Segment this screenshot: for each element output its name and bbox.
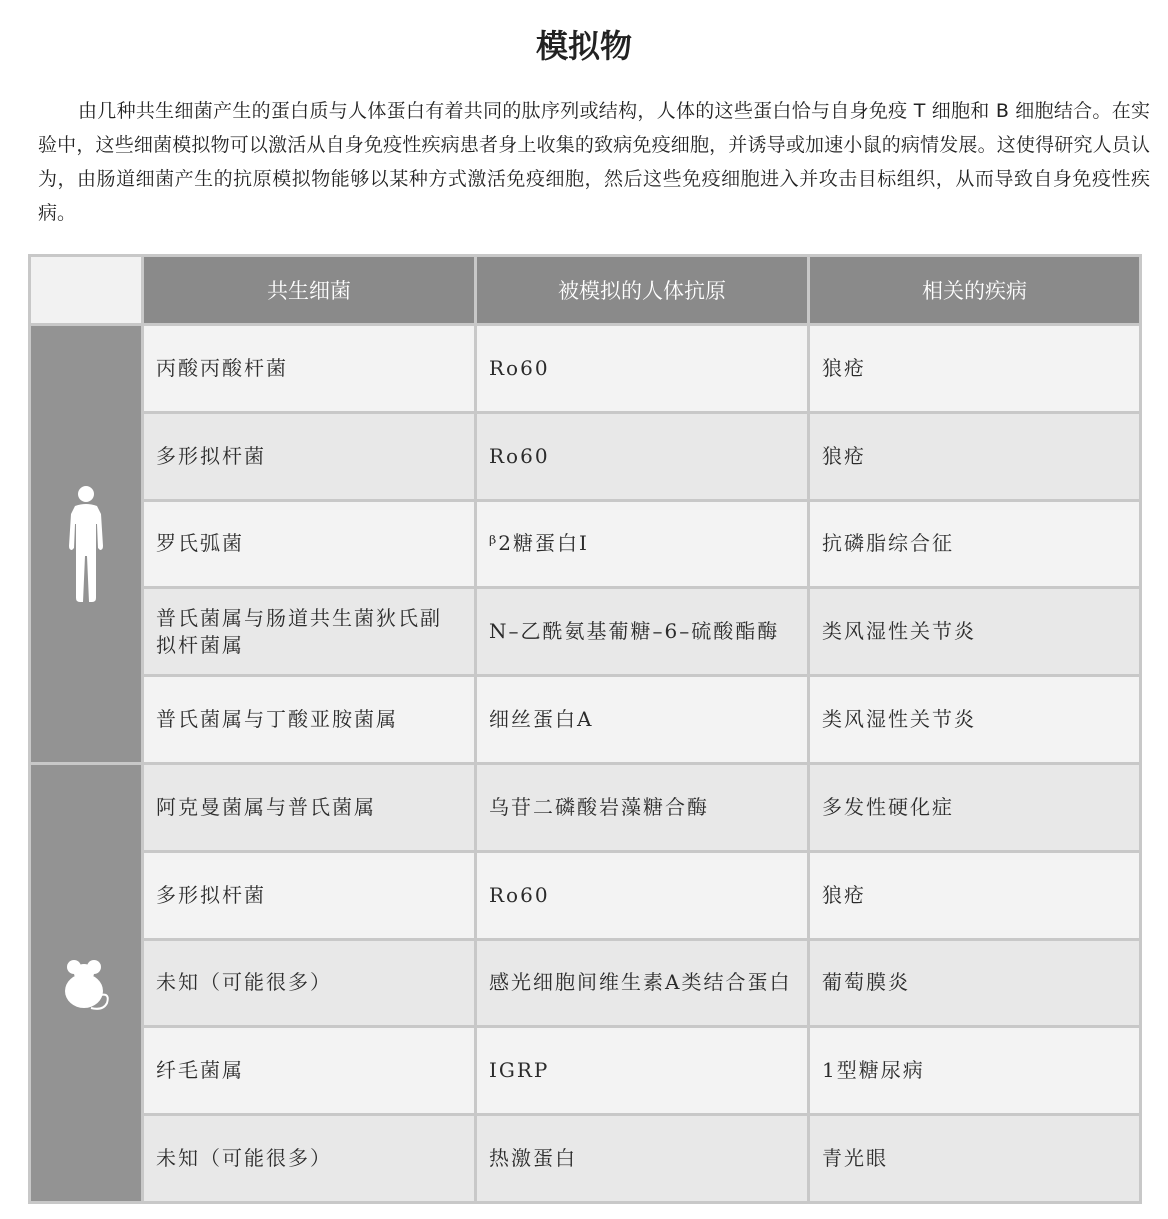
antigen-cell — [477, 1028, 807, 1113]
intro-paragraph: 由几种共生细菌产生的蛋白质与人体蛋白有着共同的肽序列或结构，人体的这些蛋白恰与自身免疫 T 细胞和 B 细胞结合。在实验中，这些细菌模拟物可以激活从自身免疫性疾病患者身上收集的致病免疫细胞，并诱导或加速小鼠的病情发展。这使得研究人员认为，由肠道细菌产生的抗原模拟物能够以某种方式激活免疫细胞，然后这些免疫细胞进入并攻击目标组织，从而导致自身免疫性疾病。 — [38, 100, 1150, 224]
bacteria-cell — [144, 326, 474, 411]
disease-cell-text: 青光眼 — [822, 1146, 888, 1171]
disease-cell-text: 类风湿性关节炎 — [822, 707, 976, 732]
bacteria-cell-text: 阿克曼菌属与普氏菌属 — [156, 794, 376, 819]
human-icon — [66, 484, 106, 604]
antigen-cell-text: N–乙酰氨基葡糖–6–硫酸酯酶 — [489, 619, 780, 644]
antigen-cell — [477, 502, 807, 587]
antigen-cell-text: 乌苷二磷酸岩藻糖合酶 — [489, 794, 709, 819]
mimic-table — [28, 254, 1142, 1204]
bacteria-cell — [144, 1028, 474, 1113]
antigen-cell-text: Ro60 — [489, 882, 550, 907]
bacteria-cell — [144, 765, 474, 850]
disease-cell-text: 狼疮 — [822, 355, 866, 380]
antigen-cell-text: Ro60 — [489, 443, 550, 468]
bacteria-cell — [144, 677, 474, 762]
bacteria-cell — [144, 853, 474, 938]
disease-cell-text: 1型糖尿病 — [822, 1058, 925, 1083]
antigen-cell — [477, 677, 807, 762]
disease-cell — [810, 677, 1139, 762]
disease-cell — [810, 1028, 1139, 1113]
antigen-cell-text: IGRP — [489, 1058, 550, 1083]
antigen-cell — [477, 326, 807, 411]
antigen-cell-text: ᵝ2糖蛋白I — [489, 531, 589, 556]
bacteria-cell-text: 多形拟杆菌 — [156, 443, 266, 468]
bacteria-cell-text: 丙酸丙酸杆菌 — [156, 355, 288, 380]
bacteria-cell-text: 未知（可能很多） — [156, 970, 332, 995]
header-bacteria: 共生细菌 — [144, 257, 474, 323]
antigen-cell-text: 感光细胞间维生素A类结合蛋白 — [489, 970, 792, 995]
disease-cell — [810, 414, 1139, 499]
bacteria-cell — [144, 941, 474, 1026]
antigen-cell-text: Ro60 — [489, 355, 550, 380]
bacteria-cell-text: 未知（可能很多） — [156, 1146, 332, 1171]
bacteria-cell-text: 普氏菌属与丁酸亚胺菌属 — [156, 707, 398, 732]
mouse-group-cell — [31, 765, 141, 1201]
antigen-cell — [477, 1116, 807, 1201]
disease-cell-text: 葡萄膜炎 — [822, 970, 910, 995]
human-group-cell — [31, 326, 141, 762]
antigen-cell — [477, 589, 807, 674]
bacteria-cell — [144, 502, 474, 587]
disease-cell-text: 狼疮 — [822, 443, 866, 468]
antigen-cell — [477, 765, 807, 850]
disease-cell-text: 狼疮 — [822, 882, 866, 907]
disease-cell — [810, 941, 1139, 1026]
disease-cell-text: 类风湿性关节炎 — [822, 619, 976, 644]
table-corner-cell — [31, 257, 141, 323]
bacteria-cell-text: 罗氏弧菌 — [156, 531, 244, 556]
disease-cell-text: 抗磷脂综合征 — [822, 531, 954, 556]
mouse-icon — [61, 953, 111, 1013]
antigen-cell-text: 细丝蛋白A — [489, 707, 594, 732]
header-antigen: 被模拟的人体抗原 — [477, 257, 807, 323]
antigen-cell — [477, 414, 807, 499]
disease-cell — [810, 1116, 1139, 1201]
header-disease: 相关的疾病 — [810, 257, 1139, 323]
disease-cell — [810, 853, 1139, 938]
bacteria-cell — [144, 414, 474, 499]
bacteria-cell-text: 纤毛菌属 — [156, 1058, 244, 1083]
bacteria-cell — [144, 589, 474, 674]
disease-cell — [810, 326, 1139, 411]
disease-cell — [810, 502, 1139, 587]
disease-cell-text: 多发性硬化症 — [822, 794, 954, 819]
page-title: 模拟物 — [535, 27, 632, 65]
antigen-cell — [477, 853, 807, 938]
bacteria-cell-text: 多形拟杆菌 — [156, 882, 266, 907]
antigen-cell-text: 热激蛋白 — [489, 1146, 577, 1171]
disease-cell — [810, 765, 1139, 850]
bacteria-cell — [144, 1116, 474, 1201]
antigen-cell — [477, 941, 807, 1026]
bacteria-cell-text: 普氏菌属与肠道共生菌狄氏副拟杆菌属 — [156, 605, 442, 657]
disease-cell — [810, 589, 1139, 674]
